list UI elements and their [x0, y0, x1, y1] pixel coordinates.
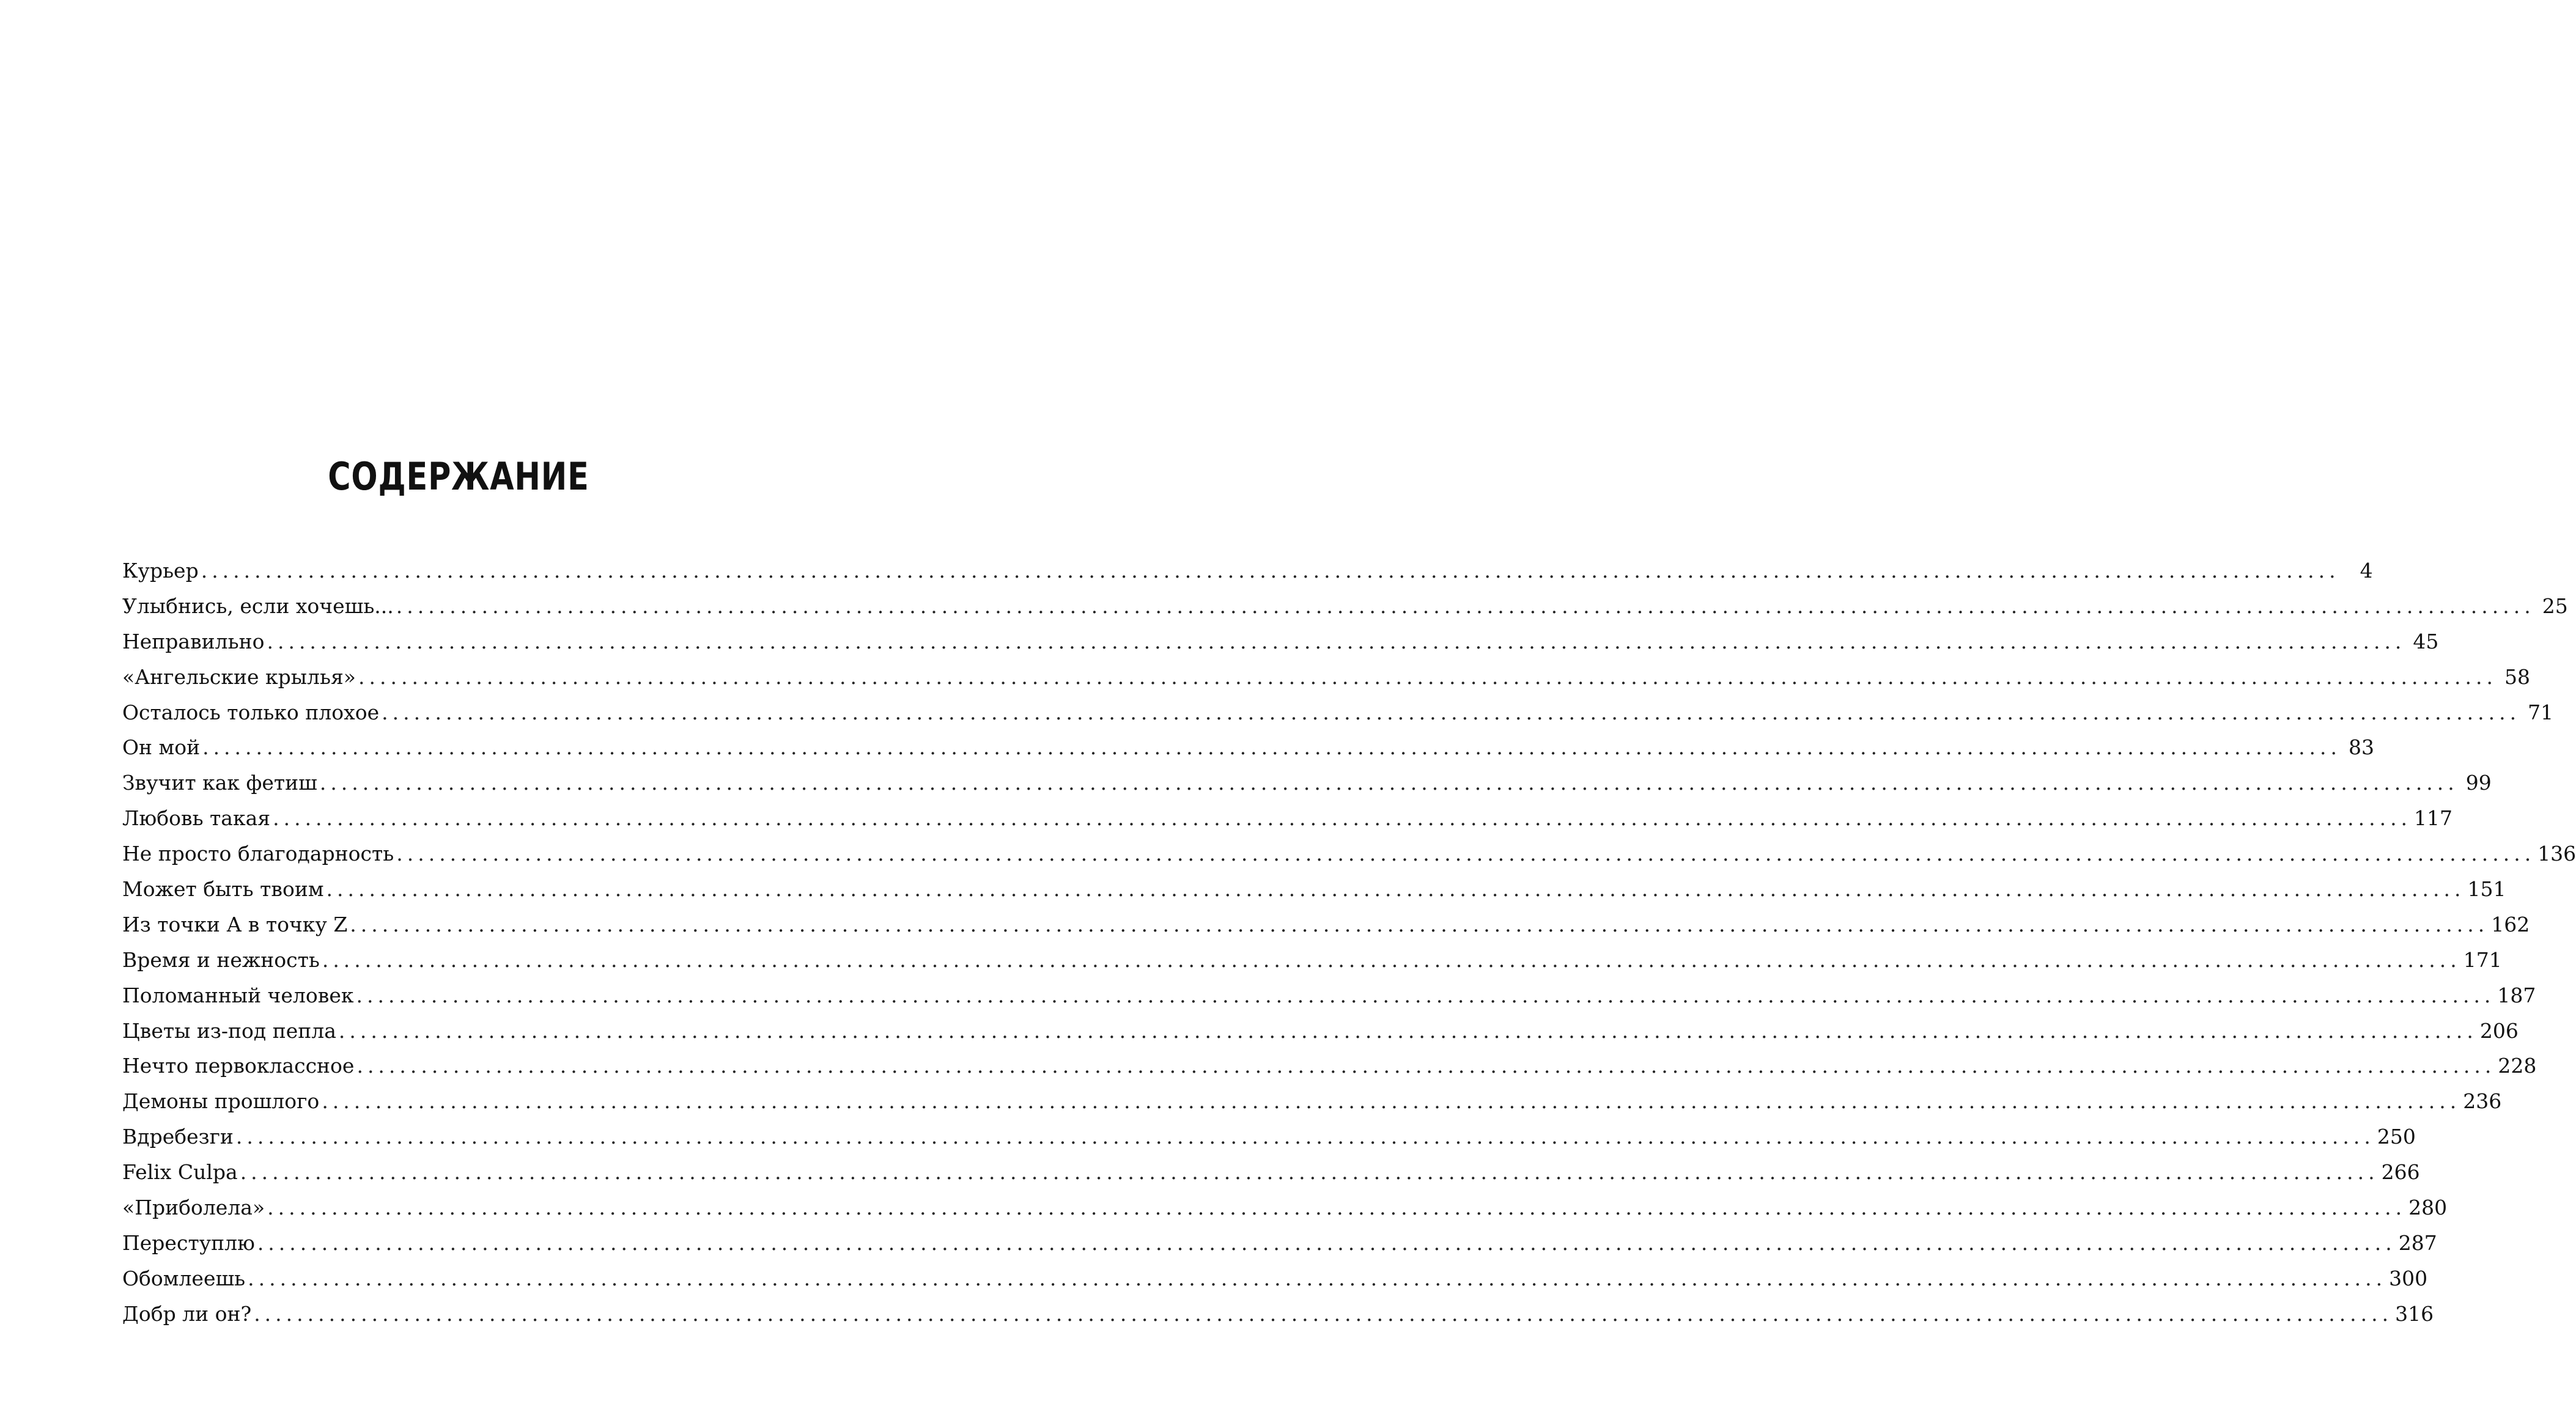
- toc-dot-leader: ........................................................................................................................................................................................................: [338, 1018, 2478, 1043]
- toc-entry[interactable]: [122, 1084, 2502, 1119]
- toc-dot-leader: ........................................................................................................................................................................................................: [257, 1230, 2396, 1255]
- toc-dot-leader: ........................................................................................................................................................................................................: [319, 771, 2459, 795]
- toc-entry[interactable]: [122, 836, 2576, 872]
- toc-entry-page: 171: [2463, 947, 2502, 972]
- toc-entry-page: 187: [2497, 983, 2536, 1007]
- toc-entry-title: Осталось только плохое: [122, 700, 380, 724]
- toc-dot-leader: ........................................................................................................................................................................................................: [382, 700, 2521, 724]
- toc-dot-leader: ........................................................................................................................................................................................................: [201, 559, 2340, 583]
- toc-entry[interactable]: [122, 1155, 2420, 1190]
- toc-entry-title: Из точки А в точку Z: [122, 912, 348, 936]
- toc-entry[interactable]: [122, 695, 2554, 730]
- toc-entry-page: 58: [2504, 664, 2530, 689]
- toc-dot-leader: ........................................................................................................................................................................................................: [358, 664, 2497, 689]
- page-title: СОДЕРЖАНИЕ: [328, 454, 589, 499]
- toc-entry-page: 162: [2491, 912, 2530, 936]
- toc-entry[interactable]: [122, 1190, 2448, 1226]
- toc-entry-title: Курьер: [122, 559, 199, 583]
- toc-dot-leader: ........................................................................................................................................................................................................: [273, 806, 2412, 831]
- toc-dot-leader: ........................................................................................................................................................................................................: [356, 983, 2495, 1007]
- toc-entry-page: 151: [2467, 877, 2506, 902]
- toc-dot-leader: ........................................................................................................................................................................................................: [396, 594, 2535, 618]
- toc-entry[interactable]: [122, 730, 2375, 765]
- toc-entry[interactable]: [122, 978, 2536, 1013]
- toc-entry-title: «Приболела»: [122, 1196, 265, 1220]
- toc-entry[interactable]: [122, 1261, 2428, 1296]
- toc-entry-title: Может быть твоим: [122, 877, 324, 902]
- toc-entry-title: Демоны прошлого: [122, 1089, 320, 1114]
- toc-entry-page: 25: [2542, 594, 2568, 618]
- toc-entry-page: 71: [2528, 700, 2554, 724]
- toc-dot-leader: ........................................................................................................................................................................................................: [350, 912, 2489, 936]
- toc-entry-page: 228: [2498, 1054, 2537, 1078]
- toc-entry[interactable]: [122, 1119, 2416, 1155]
- toc-dot-leader: ........................................................................................................................................................................................................: [240, 1160, 2379, 1185]
- toc-entry-title: «Ангельские крылья»: [122, 664, 356, 689]
- toc-entry[interactable]: [122, 765, 2492, 801]
- toc-dot-leader: ........................................................................................................................................................................................................: [235, 1125, 2375, 1149]
- toc-entry-title: Улыбнись, если хочешь...: [122, 594, 394, 618]
- toc-entry-title: Добр ли он?: [122, 1301, 252, 1326]
- toc-entry-title: Нечто первоклассное: [122, 1054, 355, 1078]
- toc-entry[interactable]: [122, 660, 2530, 695]
- toc-entry-title: Felix Culpa: [122, 1160, 238, 1185]
- toc-entry-page: 300: [2389, 1266, 2428, 1290]
- toc-entry-title: Поломанный человек: [122, 983, 354, 1007]
- toc-dot-leader: ........................................................................................................................................................................................................: [254, 1301, 2393, 1326]
- toc-entry[interactable]: [122, 1226, 2437, 1261]
- toc-entry-page: 206: [2479, 1018, 2519, 1043]
- toc-entry-title: Обомлеешь: [122, 1266, 246, 1290]
- toc-entry-page: 83: [2349, 735, 2375, 760]
- toc-entry[interactable]: [122, 553, 2373, 589]
- toc-entry[interactable]: [122, 624, 2439, 660]
- toc-entry[interactable]: [122, 943, 2502, 978]
- toc-dot-leader: ........................................................................................................................................................................................................: [356, 1054, 2496, 1078]
- toc-entry-page: 250: [2377, 1125, 2416, 1149]
- toc-entry-title: Цветы из-под пепла: [122, 1018, 336, 1043]
- toc-entry-title: Время и нежность: [122, 947, 320, 972]
- toc-entry-title: Переступлю: [122, 1230, 255, 1255]
- toc-entry[interactable]: [122, 801, 2453, 836]
- toc-entry-title: Неправильно: [122, 629, 265, 653]
- toc-entry[interactable]: [122, 1048, 2537, 1084]
- toc-entry-title: Вдребезги: [122, 1125, 234, 1149]
- toc-entry-page: 45: [2413, 629, 2439, 653]
- toc-entry-title: Он мой: [122, 735, 201, 760]
- toc-entry-page: 280: [2408, 1196, 2448, 1220]
- toc-entry[interactable]: [122, 589, 2568, 624]
- toc-entry-page: 316: [2395, 1301, 2434, 1326]
- toc-entry-page: 99: [2465, 771, 2492, 795]
- toc-dot-leader: ........................................................................................................................................................................................................: [202, 735, 2342, 760]
- toc-entry-page: 117: [2414, 806, 2453, 831]
- toc-entry-page: 4: [2360, 559, 2373, 583]
- toc-dot-leader: ........................................................................................................................................................................................................: [396, 842, 2536, 866]
- toc-dot-leader: ........................................................................................................................................................................................................: [248, 1266, 2387, 1290]
- toc-dot-leader: ........................................................................................................................................................................................................: [267, 629, 2406, 653]
- toc-dot-leader: ........................................................................................................................................................................................................: [326, 877, 2465, 902]
- toc-entry[interactable]: [122, 1296, 2434, 1332]
- toc-dot-leader: ........................................................................................................................................................................................................: [267, 1196, 2407, 1220]
- toc-entry-title: Любовь такая: [122, 806, 271, 831]
- table-of-contents: [122, 553, 2576, 1332]
- toc-entry-page: 287: [2398, 1230, 2437, 1255]
- toc-entry-title: Звучит как фетиш: [122, 771, 317, 795]
- toc-entry[interactable]: [122, 872, 2506, 907]
- toc-entry-page: 236: [2463, 1089, 2502, 1114]
- toc-entry[interactable]: [122, 907, 2530, 943]
- toc-entry[interactable]: [122, 1013, 2519, 1049]
- toc-entry-page: 266: [2381, 1160, 2420, 1185]
- toc-dot-leader: ........................................................................................................................................................................................................: [322, 1089, 2461, 1114]
- toc-entry-title: Не просто благодарность: [122, 842, 394, 866]
- toc-dot-leader: ........................................................................................................................................................................................................: [322, 947, 2461, 972]
- toc-entry-page: 136: [2537, 842, 2576, 866]
